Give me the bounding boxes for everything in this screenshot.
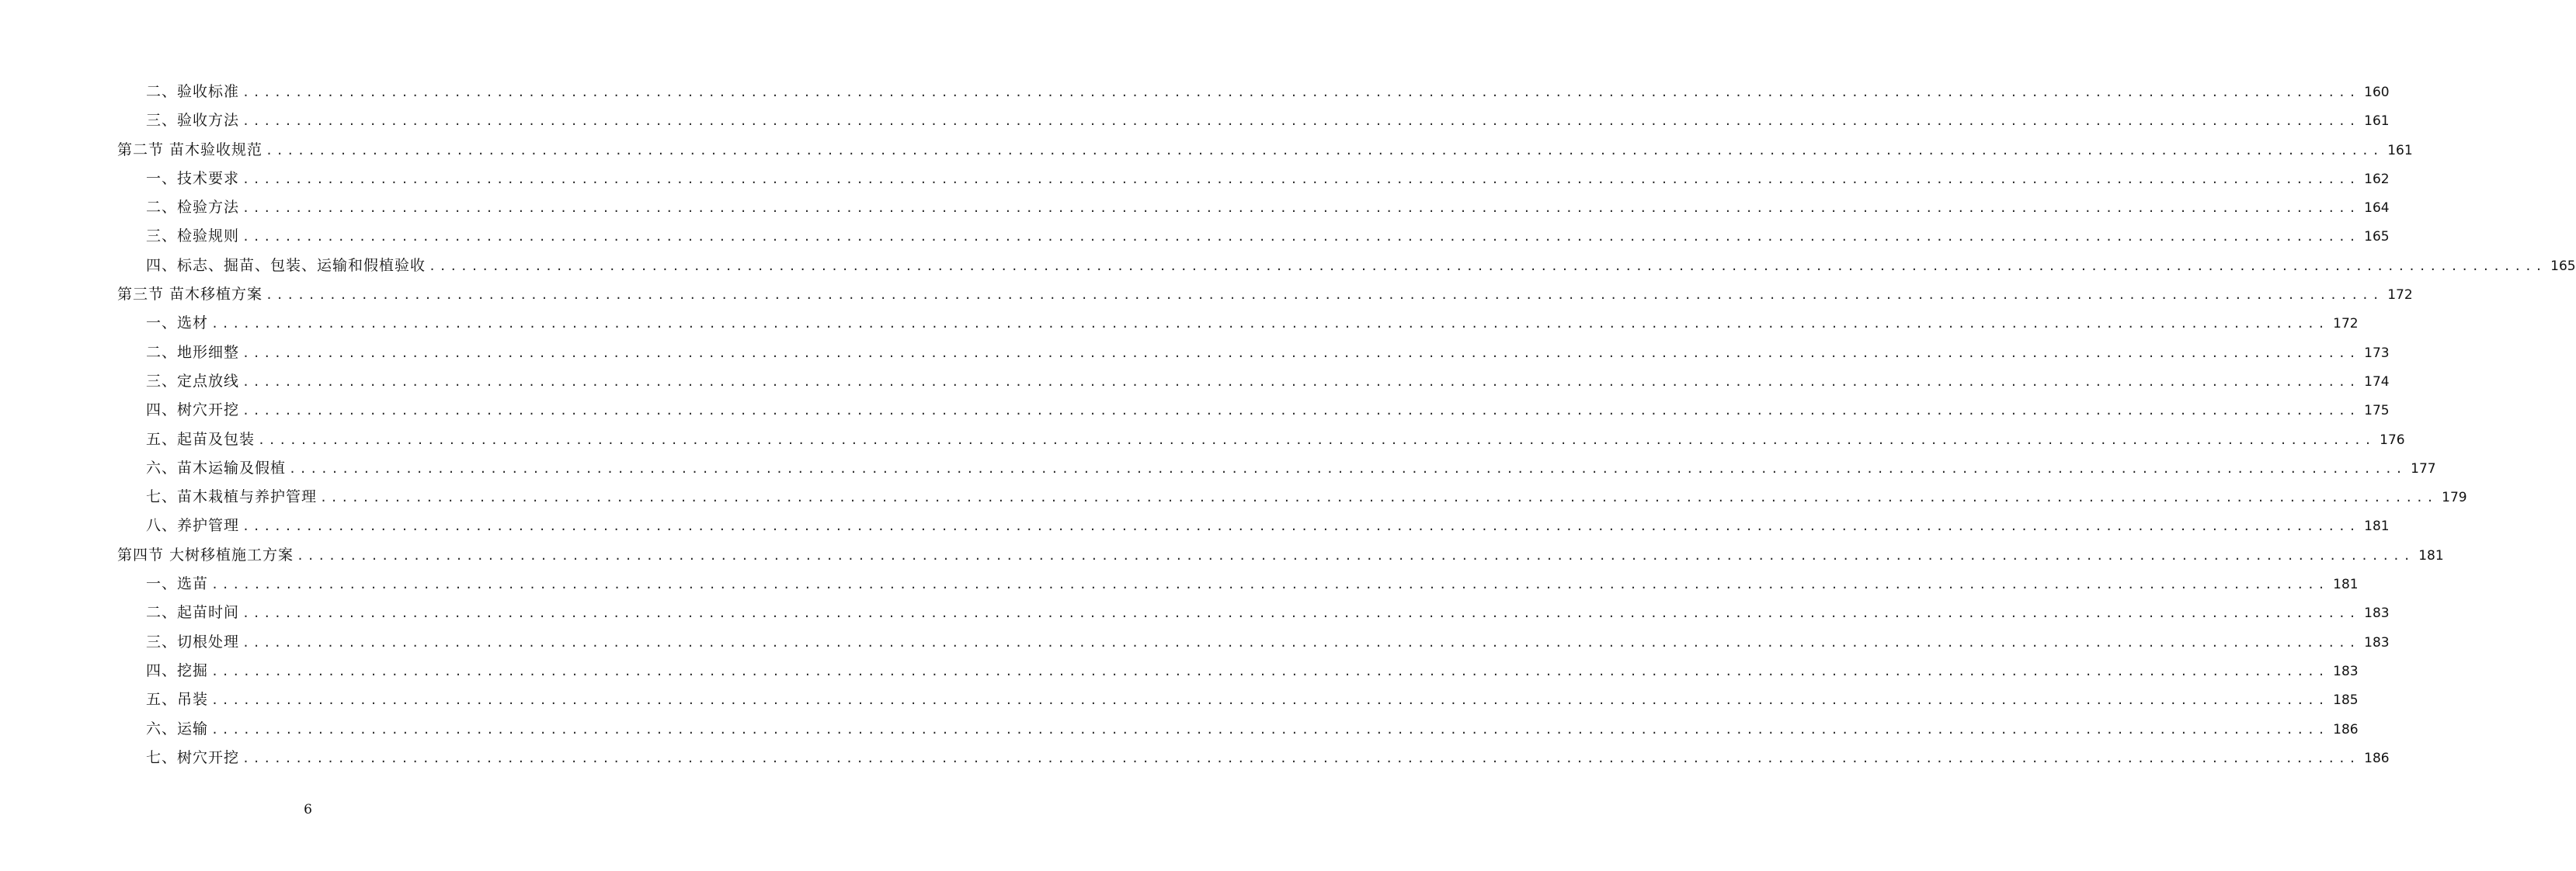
dot-leader: ........................................................................................................................................................................................................ — [211, 578, 2329, 592]
toc-entry-label: 第三节 苗木移植方案 — [117, 286, 263, 304]
toc-entry-label: 三、验收方法 — [146, 112, 240, 130]
toc-entry-line — [117, 136, 2413, 165]
toc-entry-page: 160 — [2364, 85, 2390, 100]
toc-entry-label: 五、起苗及包装 — [146, 430, 256, 448]
toc-entry-page: 173 — [2364, 345, 2390, 361]
toc-subsection-entry[interactable] — [0, 657, 2359, 685]
toc-entry-label: 四、挖掘 — [146, 661, 209, 679]
toc-subsection-entry[interactable] — [0, 570, 2359, 599]
toc-entry-page: 172 — [2333, 316, 2359, 332]
toc-entry-label: 四、标志、掘苗、包装、运输和假植验收 — [146, 256, 426, 274]
dot-leader: ........................................................................................................................................................................................................ — [242, 519, 2360, 534]
toc-section-entry[interactable] — [0, 280, 2413, 309]
toc-subsection-entry[interactable] — [0, 252, 2576, 280]
toc-entry-page: 165 — [2550, 258, 2576, 274]
toc-entry-label: 一、选材 — [146, 314, 209, 332]
toc-entry-line — [146, 628, 2390, 658]
dot-leader: ........................................................................................................................................................................................................ — [242, 85, 2360, 99]
toc-entry-line — [146, 106, 2390, 136]
toc-entry-label: 二、检验方法 — [146, 199, 240, 217]
toc-entry-page: 183 — [2364, 634, 2390, 651]
toc-entry-line — [146, 599, 2390, 628]
toc-entry-line — [146, 483, 2467, 512]
dot-leader: ........................................................................................................................................................................................................ — [242, 230, 2360, 245]
toc-entry-label: 第四节 大树移植施工方案 — [117, 546, 294, 564]
toc-subsection-entry[interactable] — [0, 78, 2390, 106]
toc-section-entry[interactable] — [0, 541, 2444, 570]
toc-entry-page: 161 — [2387, 142, 2413, 158]
toc-entry-page: 164 — [2364, 200, 2390, 217]
toc-entry-label: 五、吊装 — [146, 691, 209, 709]
toc-entry-label: 六、运输 — [146, 720, 209, 737]
toc-entry-label: 三、定点放线 — [146, 372, 240, 390]
toc-entry-line — [146, 252, 2576, 281]
dot-leader: ........................................................................................................................................................................................................ — [242, 404, 2360, 418]
toc-entry-label: 三、检验规则 — [146, 227, 240, 245]
toc-entry-page: 174 — [2364, 373, 2390, 390]
toc-entry-line — [146, 512, 2390, 541]
dot-leader: ........................................................................................................................................................................................................ — [242, 114, 2360, 129]
dot-leader: ........................................................................................................................................................................................................ — [258, 432, 2376, 447]
toc-subsection-entry[interactable] — [0, 744, 2390, 772]
dot-leader: ........................................................................................................................................................................................................ — [242, 606, 2360, 621]
toc-entry-page: 177 — [2411, 460, 2436, 477]
toc-entry-line — [146, 744, 2390, 773]
toc-entry-label: 一、技术要求 — [146, 169, 240, 187]
toc-subsection-entry[interactable] — [0, 483, 2467, 512]
toc-subsection-entry[interactable] — [0, 367, 2390, 396]
toc-subsection-entry[interactable] — [0, 396, 2390, 425]
toc-entry-page: 165 — [2364, 229, 2390, 245]
dot-leader: ........................................................................................................................................................................................................ — [242, 751, 2360, 765]
page-number: 6 — [304, 802, 312, 817]
toc-entry-line — [146, 309, 2359, 338]
toc-entry-line — [146, 685, 2359, 715]
toc-entry-label: 七、苗木栽植与养护管理 — [146, 488, 318, 506]
toc-entry-line — [146, 715, 2359, 744]
table-of-contents — [0, 78, 2576, 772]
toc-entry-page: 162 — [2364, 171, 2390, 187]
toc-entry-line — [146, 454, 2436, 484]
toc-entry-page: 179 — [2442, 490, 2467, 506]
toc-subsection-entry[interactable] — [0, 628, 2390, 657]
toc-entry-line — [117, 280, 2413, 310]
toc-entry-page: 176 — [2380, 432, 2405, 448]
toc-entry-label: 二、验收标准 — [146, 83, 240, 100]
dot-leader: ........................................................................................................................................................................................................ — [289, 461, 2407, 476]
toc-subsection-entry[interactable] — [0, 106, 2390, 135]
toc-section-entry[interactable] — [0, 136, 2413, 165]
dot-leader: ........................................................................................................................................................................................................ — [211, 693, 2329, 708]
dot-leader: ........................................................................................................................................................................................................ — [242, 635, 2360, 650]
dot-leader: ........................................................................................................................................................................................................ — [429, 259, 2546, 273]
toc-subsection-entry[interactable] — [0, 338, 2390, 367]
toc-entry-line — [146, 165, 2390, 194]
dot-leader: ........................................................................................................................................................................................................ — [211, 664, 2329, 678]
dot-leader: ........................................................................................................................................................................................................ — [320, 491, 2438, 505]
toc-entry-label: 第二节 苗木验收规范 — [117, 141, 263, 158]
toc-subsection-entry[interactable] — [0, 193, 2390, 222]
toc-entry-page: 185 — [2333, 692, 2359, 709]
dot-leader: ........................................................................................................................................................................................................ — [242, 345, 2360, 360]
toc-entry-line — [146, 425, 2405, 455]
toc-entry-label: 六、苗木运输及假植 — [146, 459, 287, 477]
toc-entry-line — [146, 193, 2390, 223]
toc-subsection-entry[interactable] — [0, 454, 2436, 483]
toc-entry-line — [146, 78, 2390, 107]
dot-leader: ........................................................................................................................................................................................................ — [266, 288, 2383, 303]
toc-entry-page: 181 — [2364, 519, 2390, 535]
toc-entry-label: 二、地形细整 — [146, 343, 240, 361]
toc-entry-label: 七、树穴开挖 — [146, 748, 240, 766]
dot-leader: ........................................................................................................................................................................................................ — [242, 172, 2360, 186]
toc-subsection-entry[interactable] — [0, 425, 2405, 454]
toc-entry-page: 183 — [2364, 606, 2390, 622]
toc-entry-line — [146, 338, 2390, 368]
toc-entry-label: 四、树穴开挖 — [146, 401, 240, 419]
dot-leader: ........................................................................................................................................................................................................ — [242, 201, 2360, 216]
toc-subsection-entry[interactable] — [0, 309, 2359, 338]
toc-entry-label: 一、选苗 — [146, 575, 209, 593]
toc-entry-page: 186 — [2364, 750, 2390, 766]
toc-entry-line — [117, 541, 2444, 571]
dot-leader: ........................................................................................................................................................................................................ — [266, 143, 2383, 158]
toc-entry-page: 181 — [2333, 577, 2359, 593]
toc-subsection-entry[interactable] — [0, 165, 2390, 193]
toc-entry-line — [146, 570, 2359, 599]
toc-entry-page: 181 — [2418, 547, 2444, 564]
dot-leader: ........................................................................................................................................................................................................ — [242, 374, 2360, 389]
dot-leader: ........................................................................................................................................................................................................ — [211, 317, 2329, 331]
toc-entry-line — [146, 367, 2390, 397]
toc-subsection-entry[interactable] — [0, 715, 2359, 744]
toc-subsection-entry[interactable] — [0, 222, 2390, 251]
dot-leader: ........................................................................................................................................................................................................ — [297, 548, 2414, 563]
toc-entry-line — [146, 396, 2390, 425]
toc-entry-label: 八、养护管理 — [146, 517, 240, 535]
toc-entry-line — [146, 657, 2359, 686]
toc-entry-page: 186 — [2333, 721, 2359, 737]
toc-entry-page: 172 — [2387, 287, 2413, 304]
toc-subsection-entry[interactable] — [0, 599, 2390, 627]
toc-entry-line — [146, 222, 2390, 252]
toc-entry-page: 183 — [2333, 663, 2359, 679]
dot-leader: ........................................................................................................................................................................................................ — [211, 722, 2329, 737]
toc-entry-page: 175 — [2364, 403, 2390, 419]
toc-entry-page: 161 — [2364, 113, 2390, 130]
toc-entry-label: 三、切根处理 — [146, 633, 240, 651]
toc-entry-label: 二、起苗时间 — [146, 604, 240, 622]
toc-subsection-entry[interactable] — [0, 685, 2359, 714]
toc-subsection-entry[interactable] — [0, 512, 2390, 540]
